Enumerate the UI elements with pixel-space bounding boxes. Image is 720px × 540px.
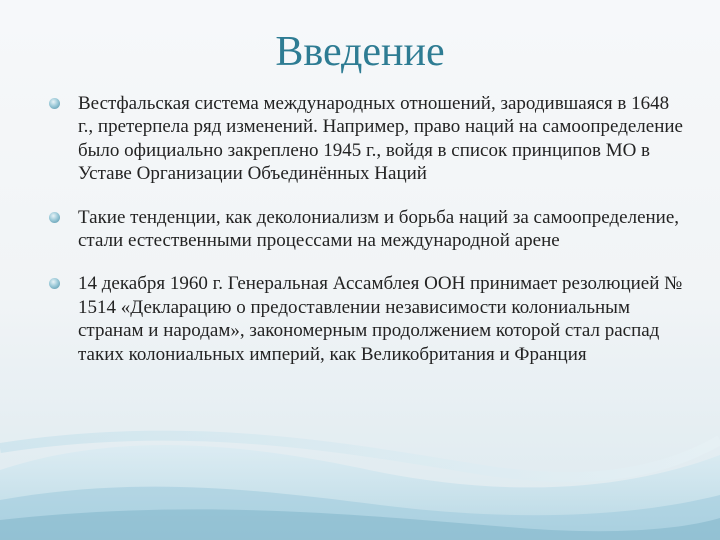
- bullet-list: [44, 92, 684, 366]
- bullet-dot-icon: [49, 278, 60, 289]
- bullet-item: [44, 92, 684, 186]
- bullet-text: Вестфальская система международных отношений, зародившаяся в 1648 г., претерпела ряд изменений. Например, право наций на самоопределение было официально закреплено 1945 г., войдя в список принципов МО в Уставе Организации Объединённых Наций: [78, 93, 683, 185]
- bullet-dot-icon: [49, 98, 60, 109]
- bullet-item: [44, 272, 684, 366]
- slide-title: Введение: [275, 29, 445, 75]
- bullet-item: [44, 206, 684, 253]
- bullet-dot-icon: [49, 212, 60, 223]
- bullet-text: Такие тенденции, как деколониализм и борьба наций за самоопределение, стали естественными процессами на международной арене: [78, 206, 680, 252]
- bullet-text: 14 декабря 1960 г. Генеральная Ассамблея ООН принимает резолюцией № 1514 «Декларацию о предоставлении независимости колониальным странам и народам», закономерным продолжением которой стал распад таких колониальных империй, как Великобритания и Франция: [78, 273, 683, 365]
